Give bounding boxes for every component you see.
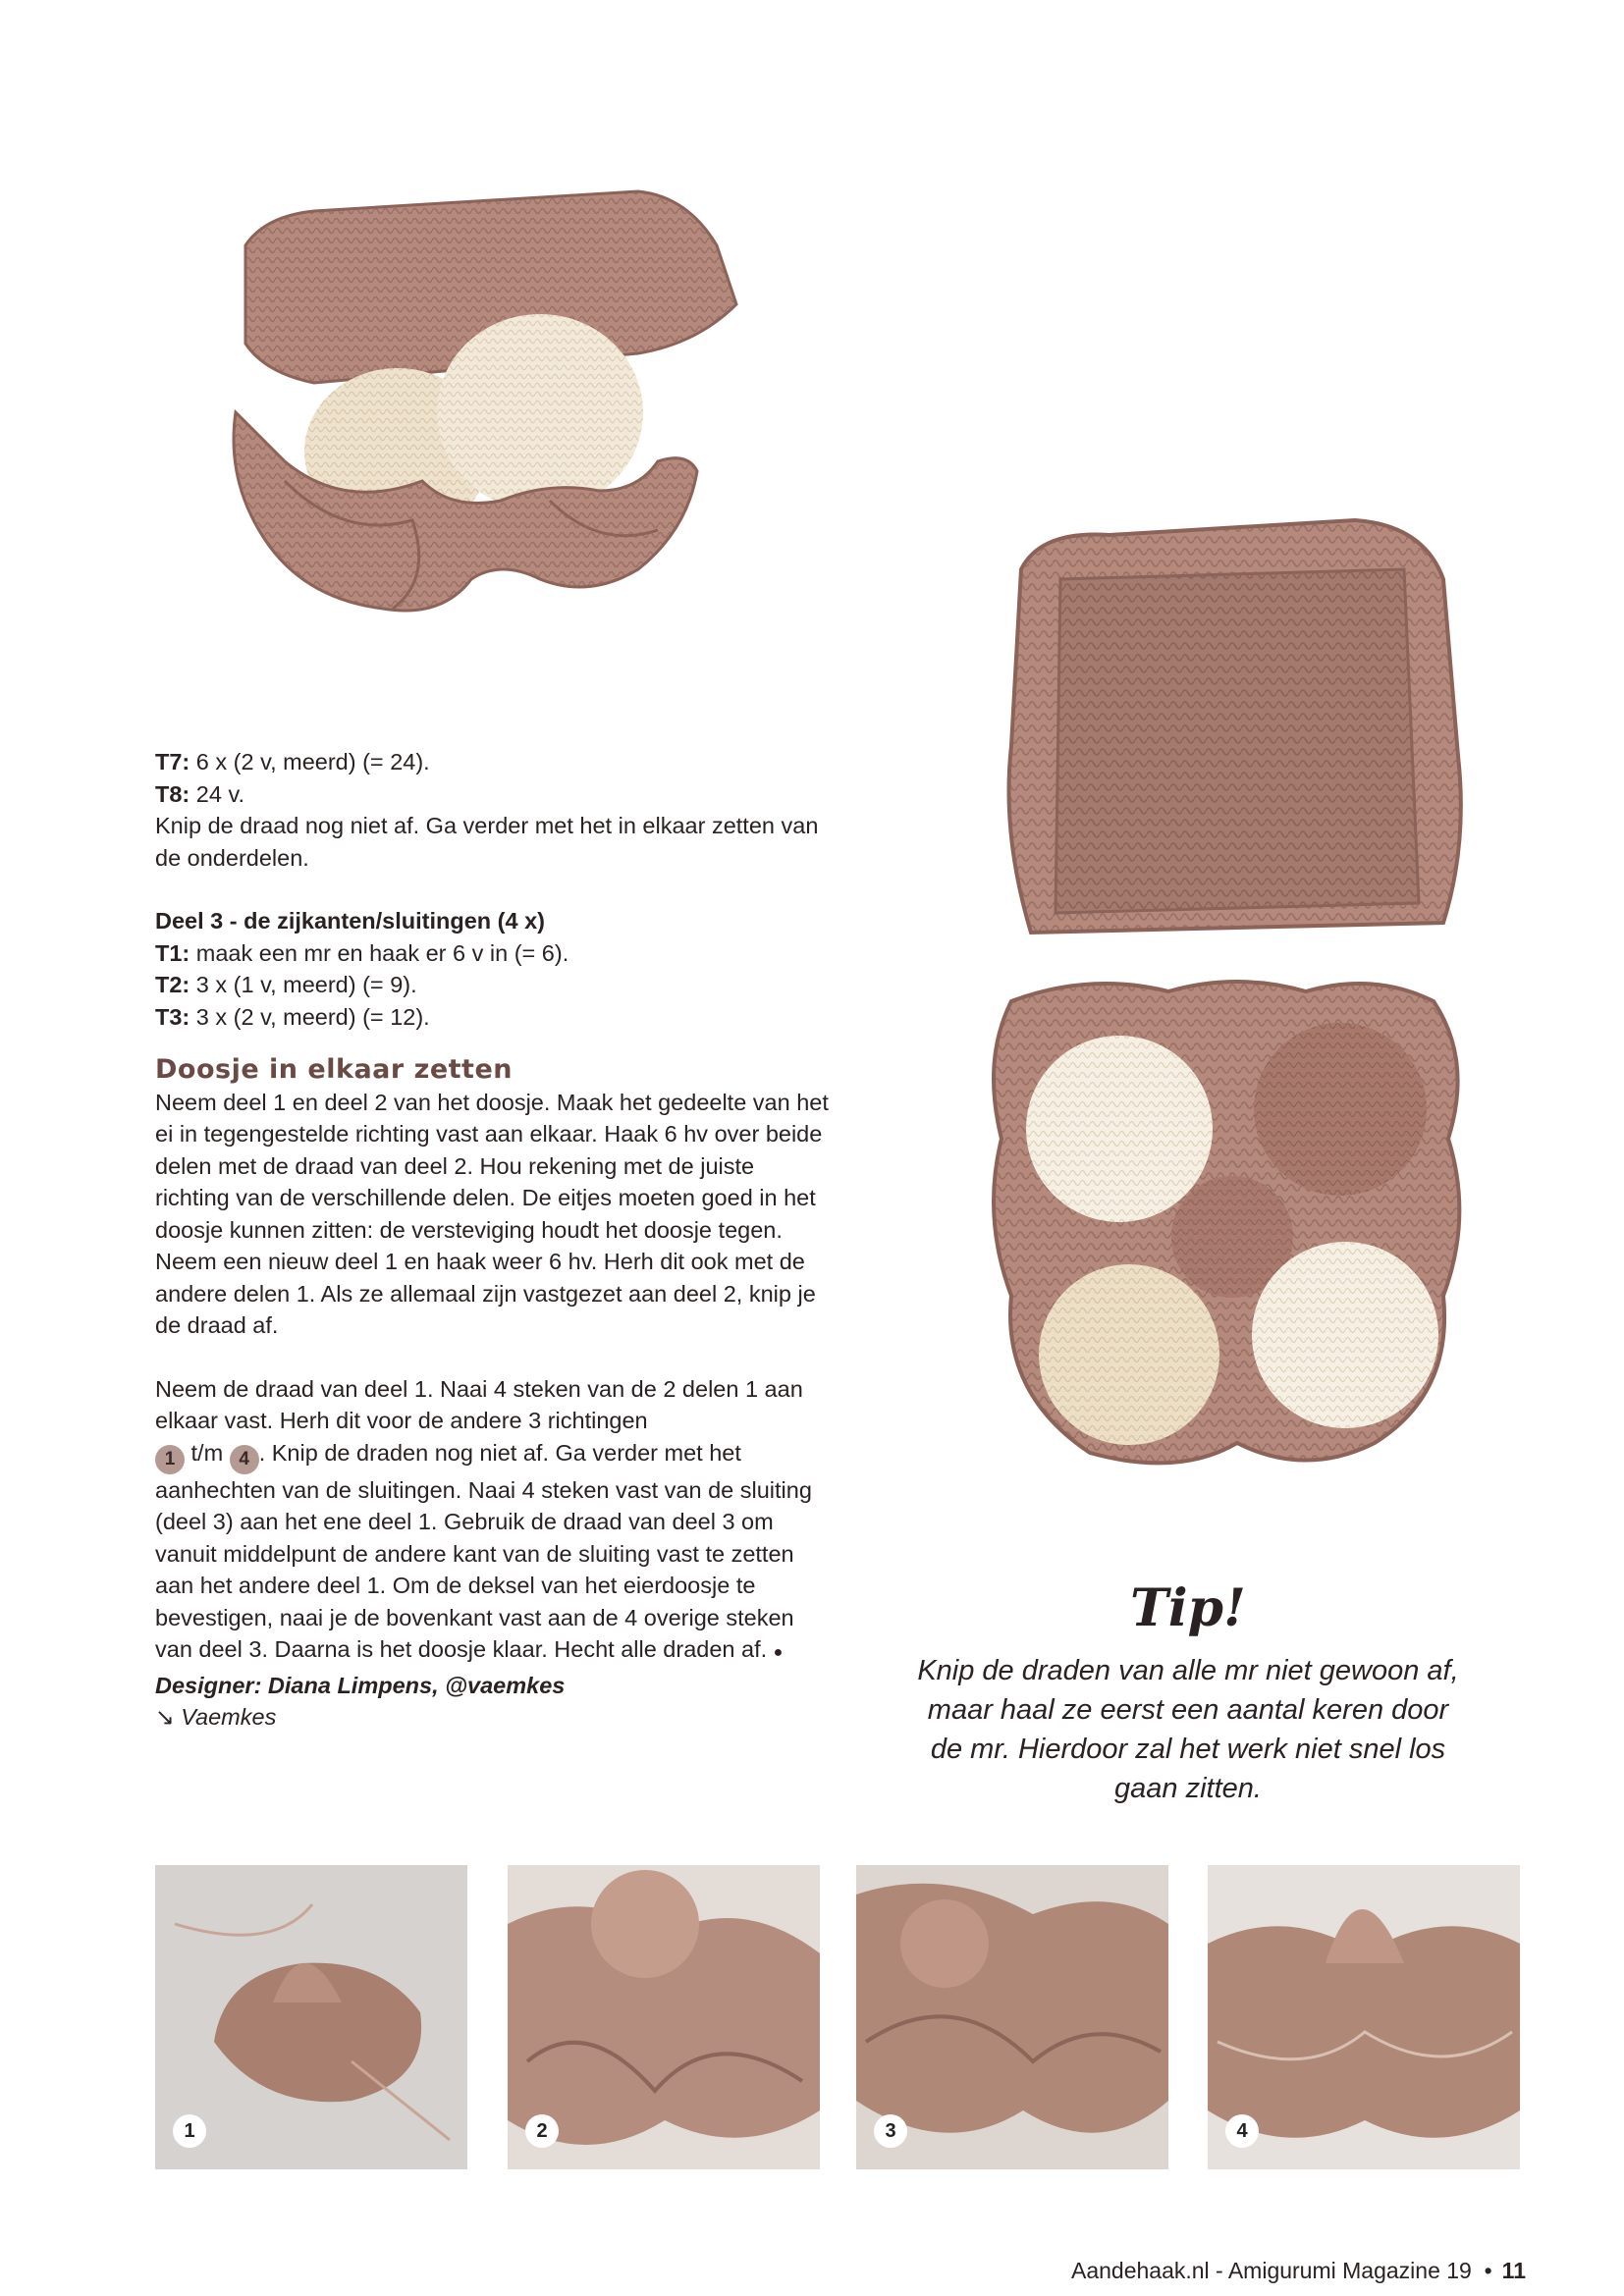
range-text: t/m [185,1439,230,1466]
row-t1 [155,937,833,970]
row-text: maak een mr en haak er 6 v in (= 6). [189,939,569,966]
paragraph: Neem deel 1 en deel 2 van het doosje. Maak het gedeelte van het ei in tegengestelde richting vast aan elkaar. Haak 6 hv over beide delen met de draad van deel 2. Hou rekening met de juiste richting van de verschillende delen. De eitjes moeten goed in het doosje kunnen zitten: de versteviging houdt het doosje tegen. [155,1089,829,1243]
paragraph: Knip de draad nog niet af. Ga verder met het in elkaar zetten van de onderdelen. [155,813,819,871]
row-text: 3 x (2 v, meerd) (= 12). [189,1003,430,1030]
row-text: 6 x (2 v, meerd) (= 24). [189,749,430,774]
row-label: T3: [155,1003,190,1030]
egg-carton-closed-photo [226,187,795,638]
step-badge: 2 [525,2114,559,2148]
step-photo-2 [508,1865,820,2169]
tip-title: Tip! [1130,1578,1246,1638]
step-badge-1: 1 [155,1445,185,1474]
step-photo-1 [155,1865,467,2169]
tip-text: Knip de draden van alle mr niet gewoon af, maar haal ze eerst een aantal keren door de mr. Hierdoor zal het werk niet snel los gaan zitten. [917,1655,1459,1804]
step-photo-4 [1208,1865,1520,2169]
subheading-deel-3 [155,905,833,937]
row-label: T8: [155,780,190,807]
instructions-column [155,746,833,1734]
step-badge: 3 [874,2114,907,2148]
row-t7 [155,746,833,778]
paragraph: Neem een nieuw deel 1 en haak weer 6 hv. Herh dit ook met de andere delen 1. Als ze allemaal zijn vastgezet aan deel 2, knip je de draad af. [155,1249,816,1338]
paragraph-text: Neem de draad van deel 1. Naai 4 steken van de 2 delen 1 aan elkaar vast. Herh dit voor de andere 3 richtingen [155,1375,803,1433]
egg-carton-closed-icon [226,187,795,638]
step-badge: 4 [1225,2114,1259,2148]
row-label: T7: [155,749,190,774]
social-credit [155,1701,833,1734]
row-label: T2: [155,972,190,997]
row-text: 24 v. [189,780,244,807]
paragraph [155,1373,833,1670]
section-title: Doosje in elkaar zetten [155,1054,513,1085]
paragraph-text: . Knip de draden nog niet af. Ga verder met het aanhechten van de sluitingen. Naai 4 steken vast van de sluiting (deel 3) aan het ene deel 1. Gebruik de draad van deel 3 om vanuit middelpunt de andere kant van de sluiting vast te zetten aan het andere deel 1. Om de deksel van het eierdoosje te bevestigen, naai je de bovenkant vast aan de 4 overige steken van deel 3. Daarna is het doosje klaar. Hecht alle draden af. [155,1439,812,1662]
egg-carton-open-photo [982,510,1483,1482]
page-footer [1071,2258,1526,2284]
step-badge: 1 [173,2114,206,2148]
row-label: T1: [155,939,190,966]
page-number: 11 [1501,2258,1526,2283]
designer-credit: Designer: Diana Limpens, @vaemkes [155,1672,566,1698]
row-t3 [155,1001,833,1034]
egg-carton-open-icon [982,510,1483,1482]
footer-text: Aandehaak.nl - Amigurumi Magazine 19 • [1070,2258,1492,2283]
credit-name: Vaemkes [181,1704,277,1730]
step-photo-3 [856,1865,1168,2169]
row-text: 3 x (1 v, meerd) (= 9). [189,972,417,997]
step-badge-4: 4 [230,1445,259,1474]
subheading-text: Deel 3 - de zijkanten/sluitingen (4 x) [155,908,545,934]
arrow-icon: ↘ [155,1704,175,1730]
row-t2 [155,969,833,1001]
end-mark-icon: ● [773,1644,784,1661]
row-t8 [155,778,833,811]
